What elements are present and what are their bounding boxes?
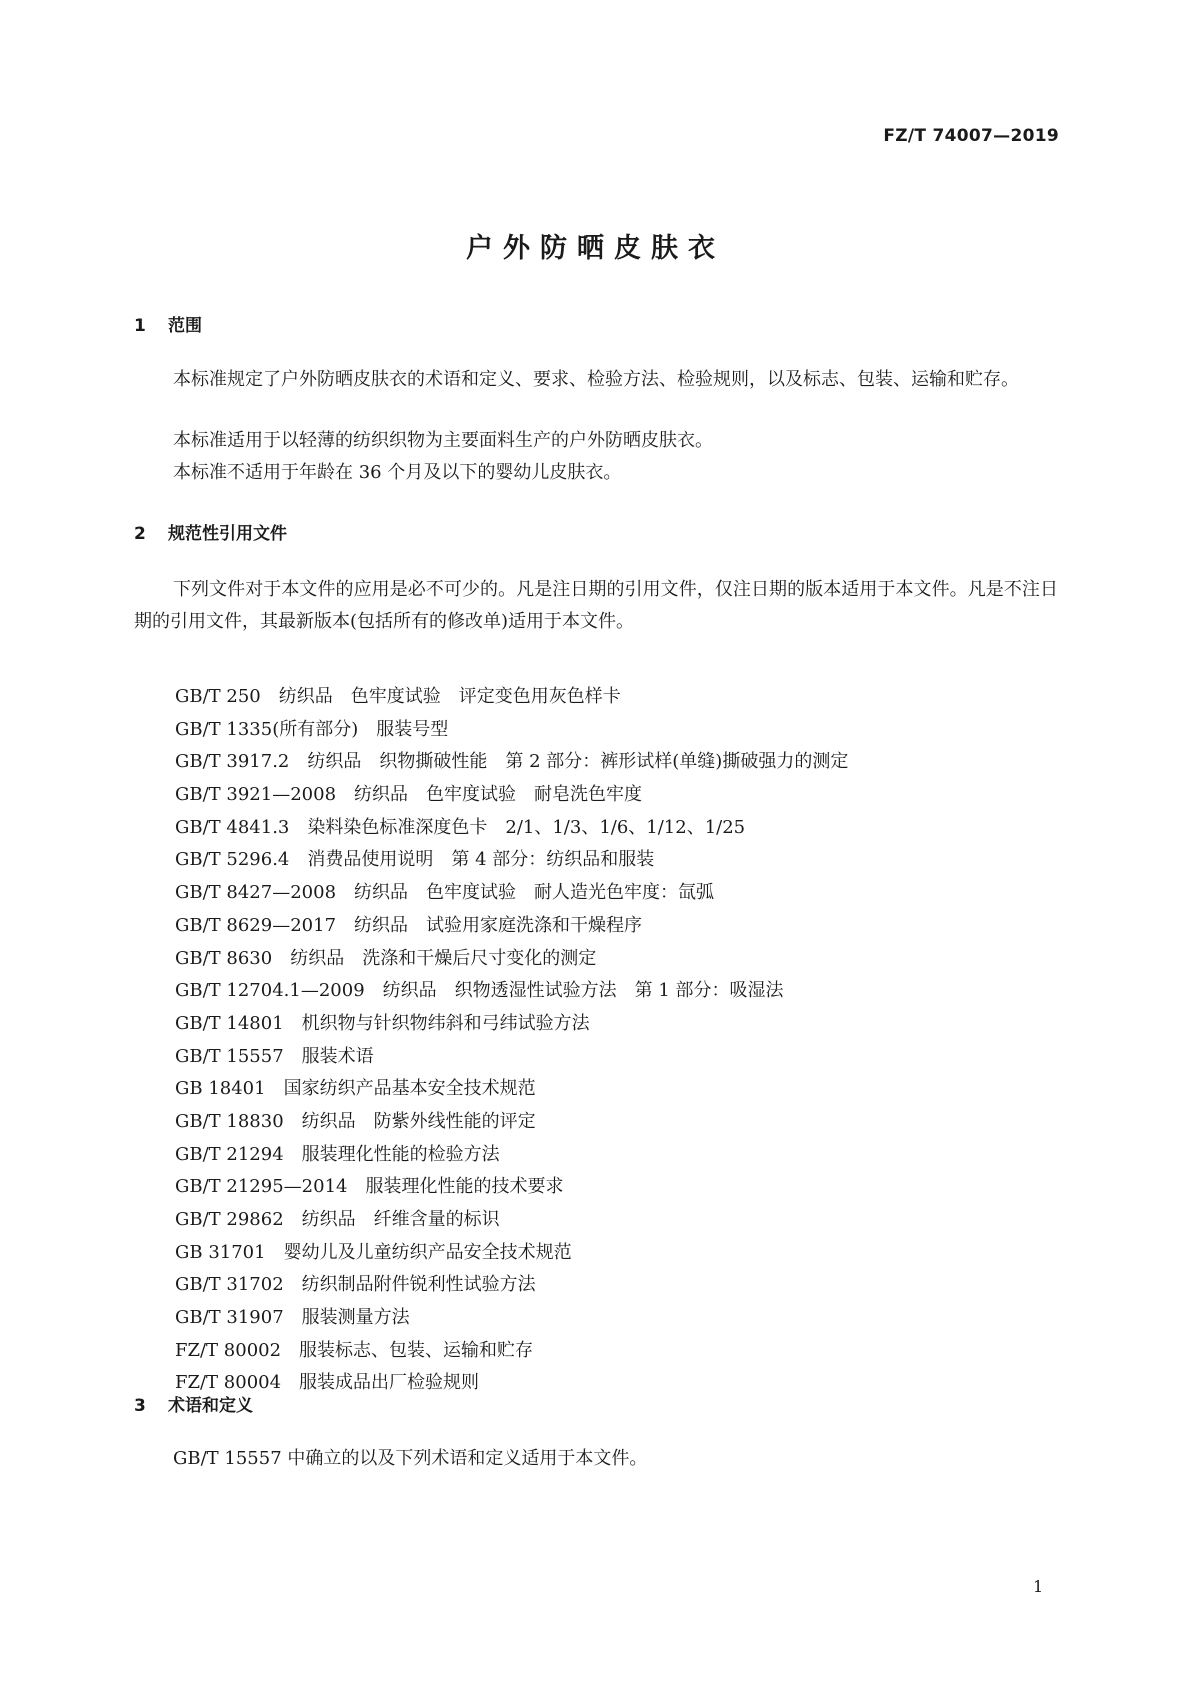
- section-2-paragraph-1: 下列文件对于本文件的应用是必不可少的。凡是注日期的引用文件，仅注日期的版本适用于本文件。凡是不注日期的引用文件，其最新版本(包括所有的修改单)适用于本文件。: [134, 579, 1058, 632]
- section-2-heading: [134, 519, 287, 544]
- page-number: 1: [1033, 1577, 1044, 1596]
- reference-item: GB 31701 婴幼儿及儿童纺织产品安全技术规范: [175, 1241, 572, 1263]
- reference-item: GB/T 21295—2014 服装理化性能的技术要求: [175, 1176, 564, 1198]
- reference-item: FZ/T 80002 服装标志、包装、运输和贮存: [175, 1339, 534, 1361]
- reference-item: GB/T 8427—2008 纺织品 色牢度试验 耐人造光色牢度：氙弧: [175, 882, 715, 904]
- section-title: 范围: [168, 316, 202, 336]
- reference-item: GB/T 15557 服装术语: [175, 1045, 374, 1067]
- section-1-heading: [134, 311, 202, 336]
- reference-item: GB/T 8629—2017 纺织品 试验用家庭洗涤和干燥程序: [175, 914, 643, 936]
- reference-item: GB/T 31702 纺织制品附件锐利性试验方法: [175, 1274, 536, 1296]
- section-number: 2: [134, 524, 146, 544]
- section-title: 术语和定义: [168, 1396, 253, 1416]
- reference-item: GB/T 14801 机织物与针织物纬斜和弓纬试验方法: [175, 1012, 590, 1034]
- reference-item: GB/T 3921—2008 纺织品 色牢度试验 耐皂洗色牢度: [175, 784, 643, 806]
- reference-item: GB/T 21294 服装理化性能的检验方法: [175, 1143, 500, 1165]
- section-1-paragraph-3: 本标准不适用于年龄在 36 个月及以下的婴幼儿皮肤衣。: [173, 462, 622, 483]
- reference-item: GB/T 29862 纺织品 纤维含量的标识: [175, 1209, 500, 1230]
- section-title: 规范性引用文件: [168, 524, 287, 544]
- section-1-paragraph-1: 本标准规定了户外防晒皮肤衣的术语和定义、要求、检验方法、检验规则，以及标志、包装、运输和贮存。: [173, 369, 1019, 390]
- reference-item: GB/T 18830 纺织品 防紫外线性能的评定: [175, 1110, 536, 1132]
- section-1-paragraph-2: 本标准适用于以轻薄的纺织织物为主要面料生产的户外防晒皮肤衣。: [173, 430, 713, 451]
- section-number: 3: [134, 1396, 146, 1416]
- reference-item: GB/T 12704.1—2009 纺织品 织物透湿性试验方法 第 1 部分：吸湿法: [175, 980, 784, 1002]
- section-3-paragraph-1: GB/T 15557 中确立的以及下列术语和定义适用于本文件。: [173, 1448, 648, 1469]
- document-title: 户外防晒皮肤衣: [466, 233, 725, 264]
- reference-item: GB/T 1335(所有部分) 服装号型: [175, 718, 449, 740]
- reference-item: GB 18401 国家纺织产品基本安全技术规范: [175, 1078, 536, 1100]
- reference-item: GB/T 250 纺织品 色牢度试验 评定变色用灰色样卡: [175, 686, 621, 707]
- standard-code: FZ/T 74007—2019: [883, 126, 1059, 146]
- reference-item: GB/T 4841.3 染料染色标准深度色卡 2/1、1/3、1/6、1/12、1/25: [175, 816, 746, 838]
- section-3-heading: [134, 1391, 253, 1416]
- normative-reference-list: [175, 681, 848, 1400]
- reference-item: GB/T 31907 服装测量方法: [175, 1307, 410, 1329]
- reference-item: GB/T 3917.2 纺织品 织物撕破性能 第 2 部分：裤形试样(单缝)撕破强力的测定: [175, 751, 849, 773]
- reference-item: FZ/T 80004 服装成品出厂检验规则: [175, 1372, 480, 1394]
- reference-item: GB/T 8630 纺织品 洗涤和干燥后尺寸变化的测定: [175, 947, 597, 969]
- reference-item: GB/T 5296.4 消费品使用说明 第 4 部分：纺织品和服装: [175, 849, 655, 871]
- section-number: 1: [134, 316, 146, 336]
